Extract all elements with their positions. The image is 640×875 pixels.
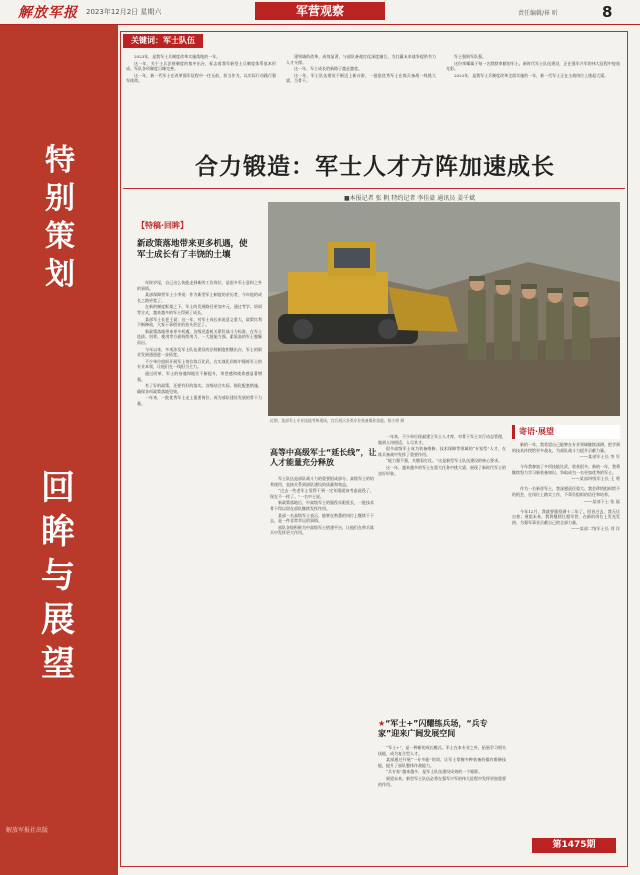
body-paragraph: “军士+”，是一种新的成长模式。军士在本专业之外，拓展学习相关技能，成为复合型人才。 — [378, 745, 506, 756]
message-signature: ——某部下士 张 磊 — [583, 498, 620, 504]
body-paragraph: 通过改革，军士的待遇和地位不断提升，荣誉感和使命感显著增强。 — [137, 370, 262, 382]
body-paragraph: 展望未来，新型军士队伍必将在强军兴军的伟大征程中发挥更加重要的作用。 — [378, 775, 506, 787]
leftbar-footer: 解放军报社出版 — [6, 827, 49, 834]
body-paragraph: 年终岁尾，自己这么快能走到新的工作岗位，是很多军士意料之外的事情。 — [137, 280, 262, 291]
photo-caption: 近期，某部军士专业技能考核现场，官兵展示各类专业装备操作技能。陈小朋 摄 — [270, 418, 405, 423]
body-paragraph: 某部保障营军士小李说：作为新型军士制度的亲历者，今年他的成长之路更宽了。 — [137, 292, 262, 303]
intro-paragraph: 军士强则军队强。 — [454, 54, 486, 59]
body-paragraph: 很多高级军士成为装备维修、技术保障等领域的“专家型”人才，在练兵备战中发挥了重要作用。 — [378, 446, 506, 457]
intro-paragraph: 建领域的改革，成效显著，与部队备战打仗深度融合，为打赢未来战争提供有力人才支撑。 — [286, 54, 436, 65]
section3-heading — [378, 719, 488, 739]
section2-heading: 高等中高级军士“延长线”，让人才能量充分释放 — [270, 448, 377, 467]
intro-paragraph: 这一年，军士队伍建设不断迈上新台阶，一批批优秀军士在练兵备战一线挑大梁、当骨干。 — [286, 72, 436, 84]
review-outlook-title: 回眸与展望 — [41, 468, 75, 684]
message-text: 新的一年，我希望自己能够在专业领域继续深耕，把学到的技术传授给更多战友，为部队战斗力提升贡献力量。 — [512, 442, 620, 453]
section1-body — [137, 280, 262, 840]
body-paragraph: 有了好的政策，还要有好的落实。各级结合实际，细化配套措施，确保各项政策落地见效。 — [137, 383, 262, 394]
message-signature: ——某部四级军士长 王 勇 — [571, 476, 620, 482]
body-paragraph: 新政策落地带来更多机遇。各级党委机关紧盯战斗力标准，在军士选拔、培养、使用等方面持续用力，一大批能力强、素质高的军士脱颖而出。 — [137, 328, 262, 345]
sidebar-tag-outlook: 寄语·展望 — [512, 425, 620, 439]
body-paragraph: 新政策落地后，中高级军士的服役年限延长，一批技术骨干得以留在部队继续发挥作用。 — [270, 500, 374, 511]
sidebar-message — [512, 509, 620, 533]
body-paragraph: 在新的制度框架之下，军士的发展路径更加多元，通过考学、培训等方式，越来越多的军士得到了成长。 — [137, 304, 262, 315]
photo-illustration — [268, 202, 620, 416]
intro-paragraph: 这一年，新一代军士在改革强军征程中一往无前，担当作为，以实际行动践行强军使命。 — [126, 72, 276, 84]
body-paragraph: 部队各级积极为中高级军士搭建平台，让他们在带兵练兵中发挥更大作用。 — [270, 524, 374, 536]
body-paragraph: “过去一些老军士觉得干到一定年限就该考虑退役了，现在不一样了。”一名中士说。 — [270, 488, 374, 499]
section3-body — [378, 745, 506, 849]
masthead — [0, 0, 640, 25]
section3-heading-text: “军士+”闪耀练兵场，“兵专家”迎来广阔发展空间 — [378, 719, 488, 738]
body-paragraph: 某部军士长老王说：这一年，对军士成长来说意义重大，政策红利不断释放，大家干事创业的劲头更足了。 — [137, 316, 262, 328]
sidebar-message — [512, 442, 620, 460]
special-feature-title: 特别策划 — [45, 143, 75, 292]
body-paragraph: 今年以来，多项涉及军士队伍建设的法规制度相继出台，军士的职业发展通道进一步拓宽。 — [137, 346, 262, 358]
title-divider — [123, 188, 625, 189]
section-title: 军营观察 — [255, 2, 385, 20]
body-paragraph: “能力强不强，关键看打仗。”这是新型军士队伍建设的核心要求。 — [386, 458, 503, 464]
byline: ■本报记者 张 帆 特约记者 李佳豪 通讯员 姜千斌 — [344, 195, 476, 202]
feature-photo — [268, 202, 620, 416]
body-paragraph: “兵专家”越来越多，是军士队伍建设成效的一个缩影。 — [386, 769, 483, 775]
message-signature: ——某部军士长 李 军 — [579, 454, 620, 460]
left-banner — [0, 25, 118, 875]
body-paragraph: 这一年，越来越多的军士在重大任务中挑大梁，展现了新时代军士的良好形象。 — [378, 464, 506, 476]
message-text: 今年12月，我就要服役满十二年了。回首过去，我无比自豪；展望未来，我将继续扎根军营，在新的岗位上发光发热，为强军事业贡献自己的全部力量。 — [512, 508, 620, 525]
section-tag-review: 【特稿·回眸】 — [137, 221, 189, 230]
body-paragraph: 某部一名高级军士表示，能够在熟悉的岗位上继续干下去，是一件非常幸运的事情。 — [270, 512, 374, 524]
issue-number-badge: 第1475期 — [532, 838, 616, 853]
issue-date: 2023年12月2日 星期六 — [86, 8, 162, 16]
body-paragraph: 某部通过开展“一专多能”培训，让军士掌握多种装备的操作维修技能，提升了部队整体作战能力。 — [378, 757, 506, 768]
message-signature: ——某部二级军士长 刘 洋 — [571, 526, 620, 532]
sidebar-message — [512, 464, 620, 482]
intro-paragraph: 这一年，关于士兵法规制度的集中出台，标志着我军新型士兵制度体系基本形成。军队各项制度日臻完善。 — [126, 60, 276, 72]
section2-body-right — [378, 434, 506, 716]
body-paragraph: 一年来，不少单位探索建立军士人才库，对骨干军士实行动态管理，做到人岗相适、人尽其才。 — [378, 434, 506, 445]
section2-body-left — [270, 476, 374, 848]
body-paragraph: 军士队伍是部队战斗力的重要组成部分。高级军士的培养使用，直接关系到部队建设的质量和效益。 — [270, 476, 374, 487]
body-paragraph: 一年来，一批优秀军士走上重要岗位，成为部队建设发展的骨干力量。 — [137, 395, 262, 406]
section1-heading: 新政策落地带来更多机遇，使军士成长有了丰饶的土壤 — [137, 239, 248, 260]
main-headline: 合力锻造：军士人才方阵加速成长 — [195, 154, 555, 180]
intro-paragraph: 2023年，是我军士兵制度改革实施落地的一年。 — [134, 54, 221, 59]
editor-credit: 责任编辑/崔 昕 — [518, 10, 558, 17]
page-number: 8 — [602, 3, 613, 21]
intro-paragraph: 2023年，是我军士兵制度改革全面实施的一年，新一代军士正在主战岗位上挑起大梁。 — [454, 72, 609, 78]
star-icon: ★ — [378, 719, 386, 728]
intro-paragraph: 这份荣耀属于每一名默默奉献的军士。新时代军士队伍建设，正在强军兴军的伟大征程中绽放光彩。 — [446, 60, 620, 72]
message-text: 今年我参加了多项技能比武，收获很多。新的一年，我将继续努力学习新装备知识，争取成为一名更加优秀的军士。 — [512, 464, 620, 475]
message-text: 作为一名新晋军士，我深感责任重大。我会珍惜组织给予的机会，在岗位上踏实工作，不辜负组织的信任和培养。 — [512, 486, 620, 497]
intro-paragraph: 这一年，军士成长的新路子越走越宽。 — [294, 66, 362, 72]
sidebar-messages — [512, 442, 620, 832]
sidebar-message — [512, 486, 620, 504]
newspaper-logo: 解放军报 — [18, 5, 78, 21]
body-paragraph: 不少单位组织开展军士岗位练兵比武，在实战化训练中锤炼军士的专业本领，让他们在一线担当主力。 — [137, 358, 262, 370]
keyword-badge: 关键词：军士队伍 — [123, 34, 203, 48]
